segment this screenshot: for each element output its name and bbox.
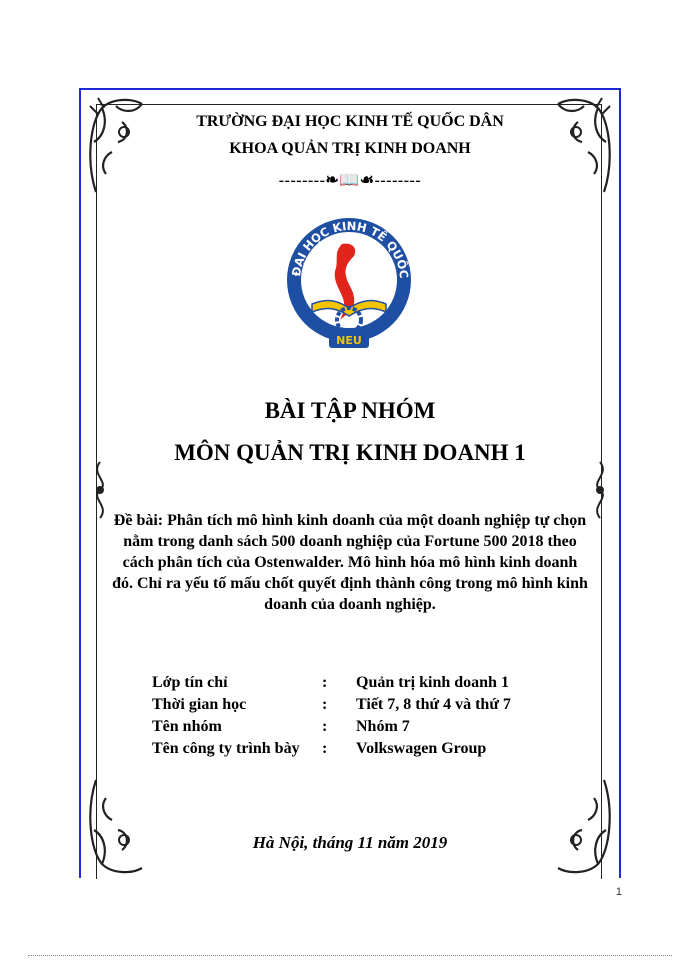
page-break-line bbox=[28, 955, 672, 956]
info-label: Lớp tín chỉ bbox=[152, 674, 228, 691]
faculty-name: KHOA QUẢN TRỊ KINH DOANH bbox=[229, 140, 471, 157]
document-title: BÀI TẬP NHÓM bbox=[264, 398, 436, 423]
info-colon: : bbox=[322, 674, 328, 691]
info-label: Tên công ty trình bày bbox=[152, 740, 300, 757]
university-name: TRƯỜNG ĐẠI HỌC KINH TẾ QUỐC DÂN bbox=[196, 113, 504, 130]
info-colon: : bbox=[322, 718, 328, 735]
logo-arc-text: ĐẠI HỌC KINH TẾ QUỐC bbox=[289, 218, 412, 280]
info-colon: : bbox=[322, 696, 328, 713]
info-value: Volkswagen Group bbox=[356, 740, 487, 757]
date-location: Hà Nội, tháng 11 năm 2019 bbox=[252, 833, 448, 852]
info-row-schedule bbox=[152, 694, 576, 716]
info-value: Nhóm 7 bbox=[356, 718, 410, 735]
info-row-class bbox=[152, 672, 576, 694]
info-label: Tên nhóm bbox=[152, 718, 222, 735]
university-logo bbox=[282, 208, 417, 358]
book-ornament-icon: ❧📖☙ bbox=[325, 172, 375, 189]
info-row-company bbox=[152, 738, 576, 760]
side-ornament-right bbox=[586, 460, 614, 520]
assignment-topic: Đề bài: Phân tích mô hình kinh doanh của một doanh nghiệp tự chọn nằm trong danh sách 500 doanh nghiệp của Fortune 500 2018 theo cách phân tích của Ostenwalder. Mô hình hóa mô hình kinh doanh đó. Chỉ ra yếu tố mấu chốt quyết định thành công trong mô hình kinh doanh của doanh nghiệp. bbox=[112, 512, 588, 613]
info-table bbox=[152, 672, 576, 760]
page-number: 1 bbox=[615, 886, 622, 898]
info-row-group bbox=[152, 716, 576, 738]
info-value: Tiết 7, 8 thứ 4 và thứ 7 bbox=[356, 696, 511, 713]
corner-ornament-bottom-left bbox=[82, 770, 152, 880]
info-colon: : bbox=[322, 740, 328, 757]
course-title: MÔN QUẢN TRỊ KINH DOANH 1 bbox=[174, 440, 526, 465]
info-label: Thời gian học bbox=[152, 696, 247, 713]
side-ornament-left bbox=[86, 460, 114, 520]
corner-ornament-bottom-right bbox=[548, 770, 618, 880]
header-divider: --------❧📖☙-------- bbox=[278, 172, 422, 189]
logo-badge-text: NEU bbox=[336, 334, 362, 347]
info-value: Quản trị kinh doanh 1 bbox=[356, 674, 509, 691]
